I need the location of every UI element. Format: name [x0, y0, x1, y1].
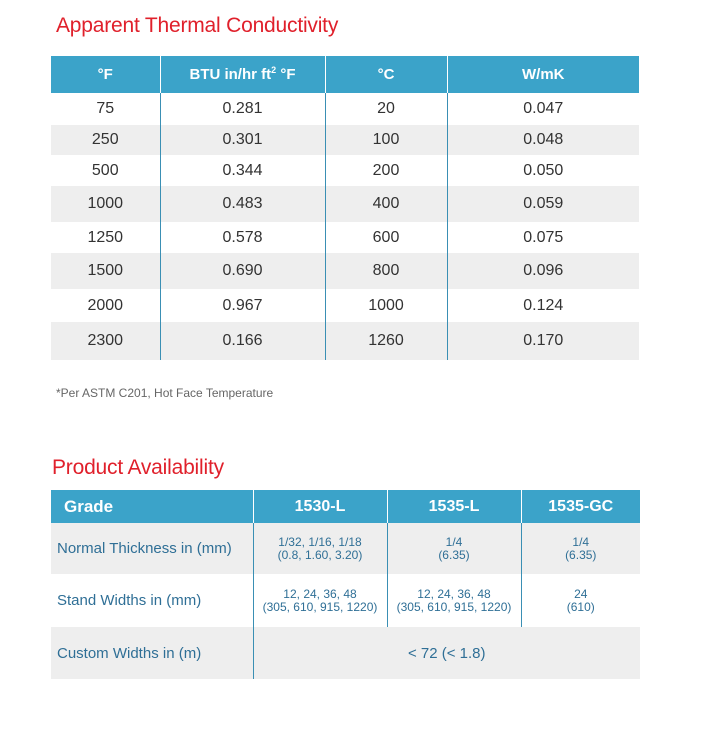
header-celsius: °C: [325, 56, 447, 93]
cell-f: 500: [51, 155, 160, 186]
cell-c: 600: [325, 222, 447, 253]
table-row: [51, 289, 639, 322]
table-row: [51, 93, 639, 125]
thickness-1535-gc: 1/4 (6.35): [521, 523, 640, 574]
cell-wmk: 0.059: [447, 186, 639, 222]
product-availability-table: [51, 490, 640, 679]
cell-btu: 0.344: [160, 155, 325, 186]
cell-c: 200: [325, 155, 447, 186]
cell-wmk: 0.170: [447, 322, 639, 360]
widths-row: [51, 574, 640, 627]
cell-wmk: 0.050: [447, 155, 639, 186]
header-grade: Grade: [51, 490, 253, 523]
thermal-header-row: [51, 56, 639, 93]
cell-wmk: 0.075: [447, 222, 639, 253]
custom-widths-label: Custom Widths in (m): [51, 627, 253, 679]
cell-c: 20: [325, 93, 447, 125]
header-fahrenheit: °F: [51, 56, 160, 93]
cell-btu: 0.690: [160, 253, 325, 289]
product-availability-title: Product Availability: [52, 456, 224, 479]
cell-c: 400: [325, 186, 447, 222]
cell-f: 250: [51, 125, 160, 155]
cell-btu: 0.301: [160, 125, 325, 155]
widths-label: Stand Widths in (mm): [51, 574, 253, 627]
availability-header-row: [51, 490, 640, 523]
custom-widths-row: [51, 627, 640, 679]
cell-f: 75: [51, 93, 160, 125]
thermal-conductivity-table: [51, 56, 639, 360]
table-row: [51, 322, 639, 360]
thickness-row: [51, 523, 640, 574]
header-btu: BTU in/hr $ft^2$ °F: [160, 56, 325, 93]
custom-widths-value: < 72 (< 1.8): [253, 627, 640, 679]
cell-c: 800: [325, 253, 447, 289]
cell-f: 2000: [51, 289, 160, 322]
cell-f: 1250: [51, 222, 160, 253]
thickness-label: Normal Thickness in (mm): [51, 523, 253, 574]
cell-btu: 0.281: [160, 93, 325, 125]
cell-btu: 0.166: [160, 322, 325, 360]
cell-c: 1000: [325, 289, 447, 322]
cell-c: 100: [325, 125, 447, 155]
cell-wmk: 0.047: [447, 93, 639, 125]
cell-btu: 0.967: [160, 289, 325, 322]
cell-f: 1500: [51, 253, 160, 289]
table-row: [51, 253, 639, 289]
widths-1530-l: 12, 24, 36, 48 (305, 610, 915, 1220): [253, 574, 387, 627]
header-1535-gc: 1535-GC: [521, 490, 640, 523]
widths-1535-l: 12, 24, 36, 48 (305, 610, 915, 1220): [387, 574, 521, 627]
cell-f: 1000: [51, 186, 160, 222]
table-row: [51, 222, 639, 253]
thermal-conductivity-title: Apparent Thermal Conductivity: [56, 14, 339, 37]
thickness-1535-l: 1/4 (6.35): [387, 523, 521, 574]
cell-wmk: 0.124: [447, 289, 639, 322]
footnote: *Per ASTM C201, Hot Face Temperature: [56, 386, 274, 400]
cell-wmk: 0.096: [447, 253, 639, 289]
cell-btu: 0.578: [160, 222, 325, 253]
table-row: [51, 155, 639, 186]
widths-1535-gc: 24 (610): [521, 574, 640, 627]
table-row: [51, 186, 639, 222]
cell-f: 2300: [51, 322, 160, 360]
thickness-1530-l: 1/32, 1/16, 1/18 (0.8, 1.60, 3.20): [253, 523, 387, 574]
header-1535-l: 1535-L: [387, 490, 521, 523]
table-row: [51, 125, 639, 155]
header-1530-l: 1530-L: [253, 490, 387, 523]
header-wmk: W/mK: [447, 56, 639, 93]
cell-c: 1260: [325, 322, 447, 360]
cell-wmk: 0.048: [447, 125, 639, 155]
cell-btu: 0.483: [160, 186, 325, 222]
